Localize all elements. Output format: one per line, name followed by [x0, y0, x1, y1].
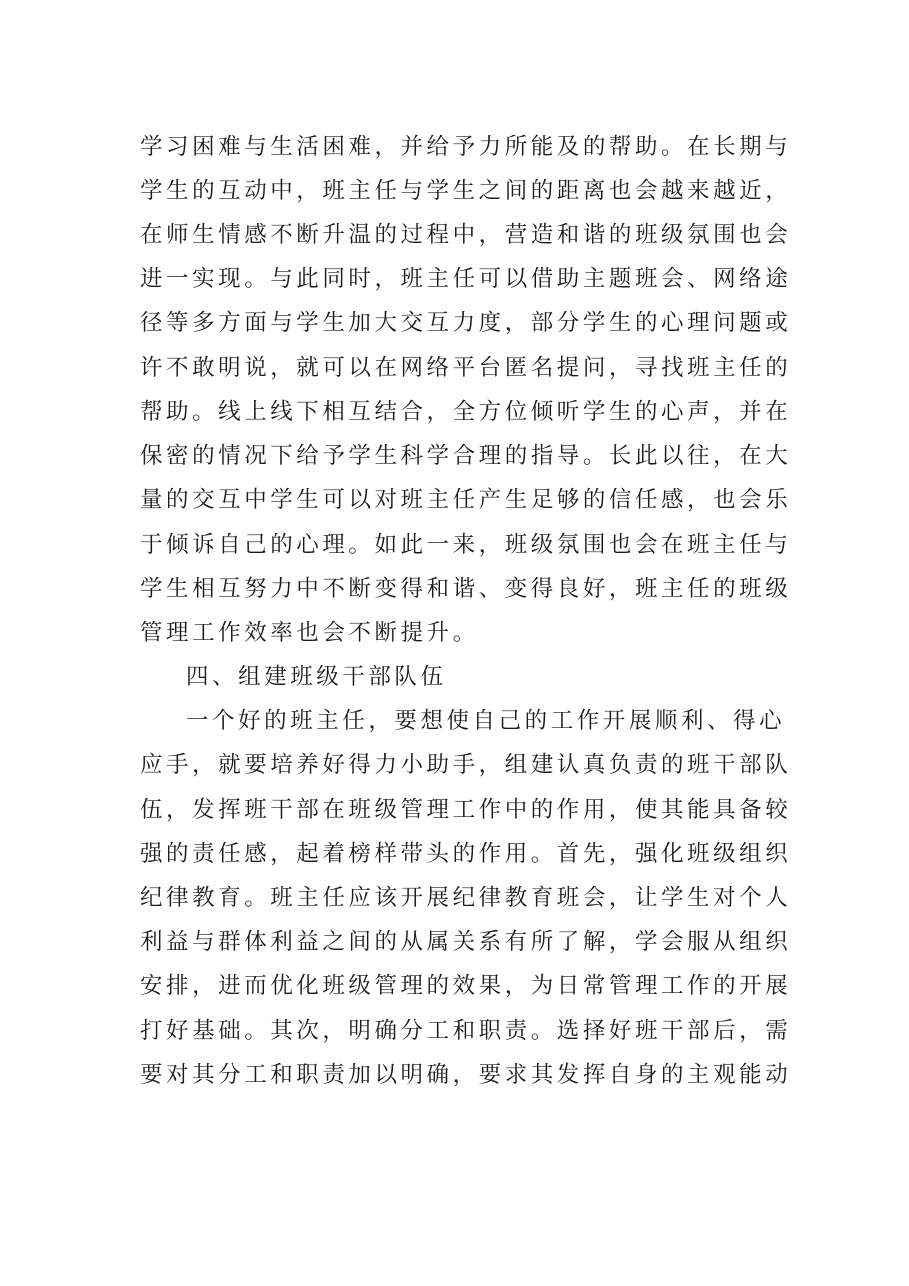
body-text-line: 利益与群体利益之间的从属关系有所了解，学会服从组织 — [140, 929, 792, 955]
body-text-line: 径等多方面与学生加大交互力度，部分学生的心理问题或 — [140, 310, 792, 336]
body-text-line: 保密的情况下给予学生科学合理的指导。长此以往，在大 — [140, 443, 792, 469]
body-text-line: 进一实现。与此同时，班主任可以借助主题班会、网络途 — [140, 266, 792, 292]
body-text-line: 许不敢明说，就可以在网络平台匿名提问，寻找班主任的 — [140, 355, 792, 381]
body-text-line: 管理工作效率也会不断提升。 — [140, 620, 479, 646]
body-text-line: 帮助。线上线下相互结合，全方位倾听学生的心声，并在 — [140, 399, 792, 425]
body-text-line: 学生相互努力中不断变得和谐、变得良好，班主任的班级 — [140, 576, 792, 602]
body-text-line: 在师生情感不断升温的过程中，营造和谐的班级氛围也会 — [140, 222, 792, 248]
section-heading: 四、组建班级干部队伍 — [186, 664, 447, 690]
body-text-line: 纪律教育。班主任应该开展纪律教育班会，让学生对个人 — [140, 885, 792, 911]
body-text-line: 学习困难与生活困难，并给予力所能及的帮助。在长期与 — [140, 134, 792, 160]
body-text-line: 应手，就要培养好得力小助手，组建认真负责的班干部队 — [140, 752, 792, 778]
body-text-line: 打好基础。其次，明确分工和职责。选择好班干部后，需 — [140, 1018, 792, 1044]
body-text-line: 量的交互中学生可以对班主任产生足够的信任感，也会乐 — [140, 487, 792, 513]
body-text-line: 强的责任感，起着榜样带头的作用。首先，强化班级组织 — [140, 841, 792, 867]
body-text-line: 一个好的班主任，要想使自己的工作开展顺利、得心 — [186, 708, 786, 734]
body-text-line: 安排，进而优化班级管理的效果，为日常管理工作的开展 — [140, 973, 792, 999]
body-text-line: 伍，发挥班干部在班级管理工作中的作用，使其能具备较 — [140, 797, 792, 823]
body-text-line: 学生的互动中，班主任与学生之间的距离也会越来越近， — [140, 178, 792, 204]
body-text-line: 要对其分工和职责加以明确，要求其发挥自身的主观能动 — [140, 1062, 792, 1088]
body-text-line: 于倾诉自己的心理。如此一来，班级氛围也会在班主任与 — [140, 532, 792, 558]
